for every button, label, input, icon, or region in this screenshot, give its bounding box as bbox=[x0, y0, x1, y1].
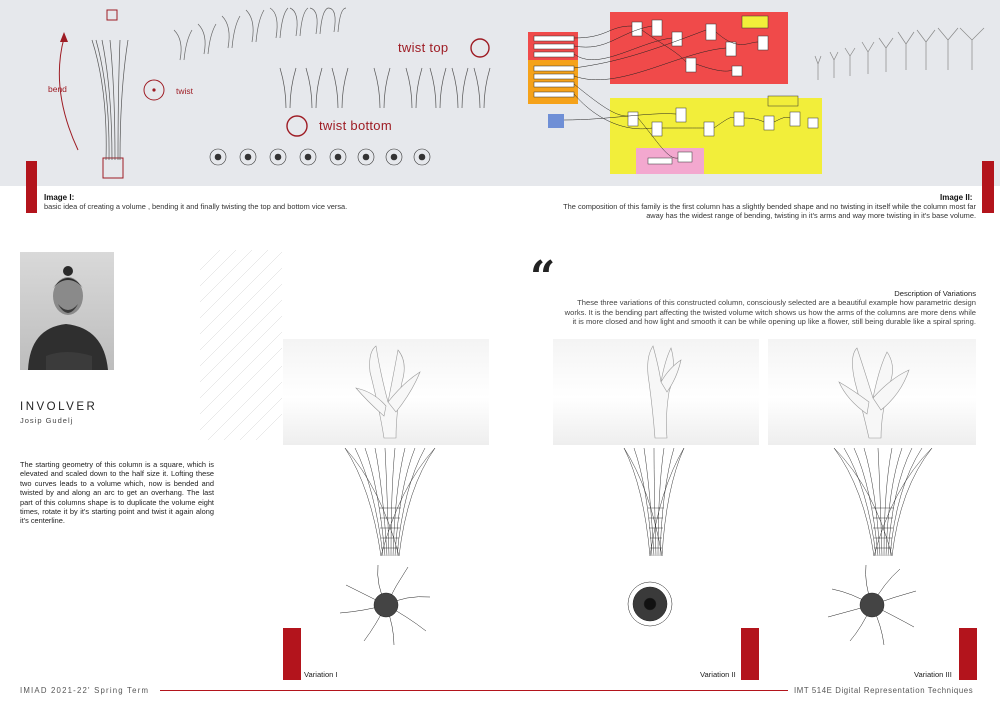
quote-mark: “ bbox=[530, 252, 556, 303]
image1-caption-text: basic idea of creating a volume , bending it and finally twisting the top and bottom vice versa. bbox=[44, 202, 348, 211]
project-description: The starting geometry of this column is a square, which is elevated and scaled down to the half size it. Lofting these two curves leads to a volume which, now is bended and twisted by and along an arc to get an overhang. The last part of this columns shape is to duplicate the volume eight times, rotate it by it's starting point and twist it again along it's centerline. bbox=[20, 460, 214, 526]
footer-right: IMT 514E Digital Representation Techniques bbox=[794, 686, 974, 695]
twist-bottom-label: twist bottom bbox=[319, 118, 392, 133]
variation1-label: Variation I bbox=[304, 670, 338, 679]
project-name: INVOLVER bbox=[20, 401, 98, 413]
twist-top-label: twist top bbox=[398, 40, 449, 55]
variation2-plan bbox=[610, 570, 690, 640]
image2-column-family bbox=[800, 20, 1000, 90]
variation3-label: Variation III bbox=[914, 670, 952, 679]
variation1-render bbox=[350, 342, 430, 442]
node-graph bbox=[528, 12, 828, 177]
footer-left: IMIAD 2021-22' Spring Term bbox=[20, 686, 150, 695]
variations-title: Description of Variations bbox=[894, 289, 976, 298]
author-portrait bbox=[20, 252, 114, 370]
variation3-red-bar bbox=[959, 628, 977, 680]
hatch-panel bbox=[200, 250, 282, 440]
image2-caption-text: The composition of this family is the first column has a slightly bended shape and no twisting in itself while the column most far away has the widest range of bending, twisting in it's arms and way more twisting in it's base volume. bbox=[563, 202, 976, 220]
twist-label: twist bbox=[176, 86, 193, 96]
variations-text: These three variations of this constructed column, consciously selected are a beautiful example how parametric design works. It is the bending part affecting the twisted volume witch shows us how the arms of the columns are more dens while it is more closed and how light and smooth it can be while opening up like a flower, still being durable like a spiral spring. bbox=[564, 298, 976, 326]
image1-caption-title: Image I: bbox=[44, 193, 75, 202]
image1-red-bar bbox=[26, 161, 37, 213]
variation3-wireframe bbox=[828, 448, 938, 556]
variation2-label: Variation II bbox=[700, 670, 736, 679]
variation3-plan bbox=[818, 563, 926, 645]
variation1-wireframe bbox=[335, 448, 445, 556]
variation1-plan bbox=[332, 565, 440, 645]
footer-divider bbox=[160, 690, 788, 691]
image2-caption-title: Image II: bbox=[940, 193, 973, 202]
variation2-render bbox=[625, 342, 695, 442]
author-name: Josip Gudelj bbox=[20, 416, 74, 425]
image1-diagram bbox=[40, 0, 500, 186]
image2-red-bar bbox=[982, 161, 994, 213]
variation2-wireframe bbox=[610, 448, 700, 556]
variation2-red-bar bbox=[741, 628, 759, 680]
bend-label: bend bbox=[48, 84, 67, 94]
variation1-red-bar bbox=[283, 628, 301, 680]
variation3-render bbox=[835, 342, 915, 442]
